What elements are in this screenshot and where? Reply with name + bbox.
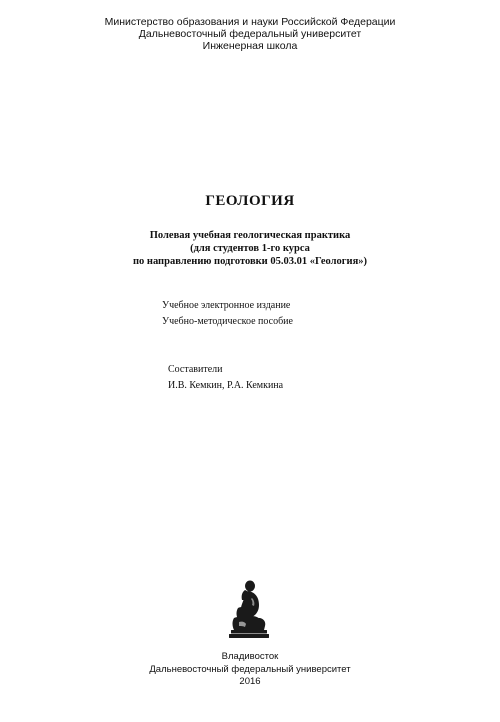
publisher-name: Дальневосточный федеральный университет <box>149 663 351 675</box>
thinker-statue-icon <box>224 578 274 640</box>
edition-kind: Учебно-методическое пособие <box>162 316 293 327</box>
subtitle-line-2: (для студентов 1-го курса <box>190 243 310 254</box>
document-title: ГЕОЛОГИЯ <box>205 193 295 209</box>
university-line: Дальневосточный федеральный университет <box>138 28 362 40</box>
document-subtitle <box>0 229 500 268</box>
subtitle-line-1: Полевая учебная геологическая практика <box>149 230 351 241</box>
subtitle-line-3: по направлению подготовки 05.03.01 «Геология») <box>132 256 368 267</box>
edition-info <box>162 298 293 330</box>
publication-city: Владивосток <box>221 651 279 662</box>
publication-footer <box>0 651 500 689</box>
compilers-block <box>168 362 283 394</box>
compilers-label: Составители <box>168 364 223 375</box>
ministry-line: Министерство образования и науки Российской Федерации <box>104 16 396 28</box>
edition-type: Учебное электронное издание <box>162 300 291 311</box>
school-line: Инженерная школа <box>202 40 298 52</box>
compilers-names: И.В. Кемкин, Р.А. Кемкина <box>168 380 284 391</box>
publication-year: 2016 <box>239 676 261 687</box>
institution-header <box>0 16 500 52</box>
